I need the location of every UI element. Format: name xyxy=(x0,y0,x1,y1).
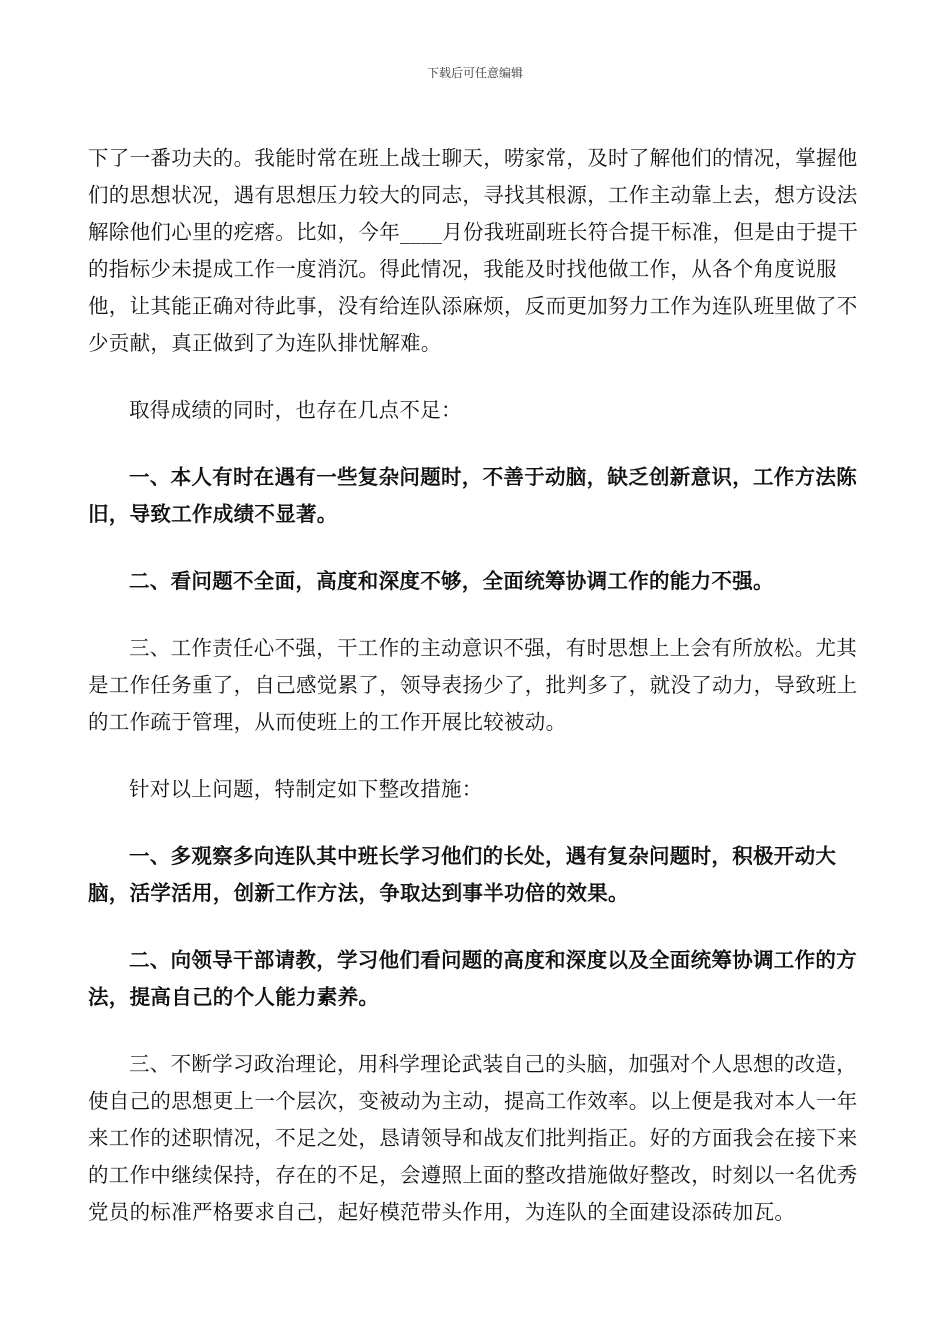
paragraph-measure-3: 三、不断学习政治理论，用科学理论武装自己的头脑，加强对个人思想的改造，使自己的思想更上一个层次，变被动为主动，提高工作效率。以上便是我对本人一年来工作的述职情况，不足之处，恳请领导和战友们批判指正。好的方面我会在接下来的工作中继续保持，存在的不足，会遵照上面的整改措施做好整改，时刻以一名优秀党员的标准严格要求自己，起好模范带头作用，为连队的全面建设添砖加瓦。 xyxy=(88,1052,858,1224)
paragraph-intro: 下了一番功夫的。我能时常在班上战士聊天，唠家常，及时了解他们的情况，掌握他们的思想状况，遇有思想压力较大的同志，寻找其根源，工作主动靠上去，想方设法解除他们心里的疙瘩。比如，今年____月份我班副班长符合提干标准，但是由于提干的指标少未提成工作一度消沉。得此情况，我能及时找他做工作，从各个角度说服他，让其能正确对待此事，没有给连队添麻烦，反而更加努力工作为连队班里做了不少贡献，真正做到了为连队排忧解难。 xyxy=(88,146,859,355)
document-body xyxy=(88,140,862,1231)
paragraph-shortcoming-2: 二、看问题不全面，高度和深度不够，全面统筹协调工作的能力不强。 xyxy=(129,569,774,593)
page-header: 下载后可任意编辑 xyxy=(426,66,523,80)
paragraph-measure-2: 二、向领导干部请教，学习他们看问题的高度和深度以及全面统筹协调工作的方法，提高自己的个人能力素养。 xyxy=(88,948,857,1009)
paragraph-measures-heading: 针对以上问题，特制定如下整改措施： xyxy=(129,777,483,801)
paragraph-shortcoming-3: 三、工作责任心不强，干工作的主动意识不强，有时思想上上会有所放松。尤其是工作任务重了，自己感觉累了，领导表扬少了，批判多了，就没了动力，导致班上的工作疏于管理，从而使班上的工作开展比较被动。 xyxy=(88,636,858,734)
paragraph-measure-1: 一、多观察多向连队其中班长学习他们的长处，遇有复杂问题时，积极开动大脑，活学活用，创新工作方法，争取达到事半功倍的效果。 xyxy=(88,844,837,905)
paragraph-shortcomings-heading: 取得成绩的同时，也存在几点不足： xyxy=(129,398,462,422)
paragraph-shortcoming-1: 一、本人有时在遇有一些复杂问题时，不善于动脑，缺乏创新意识，工作方法陈旧，导致工作成绩不显著。 xyxy=(88,465,857,526)
